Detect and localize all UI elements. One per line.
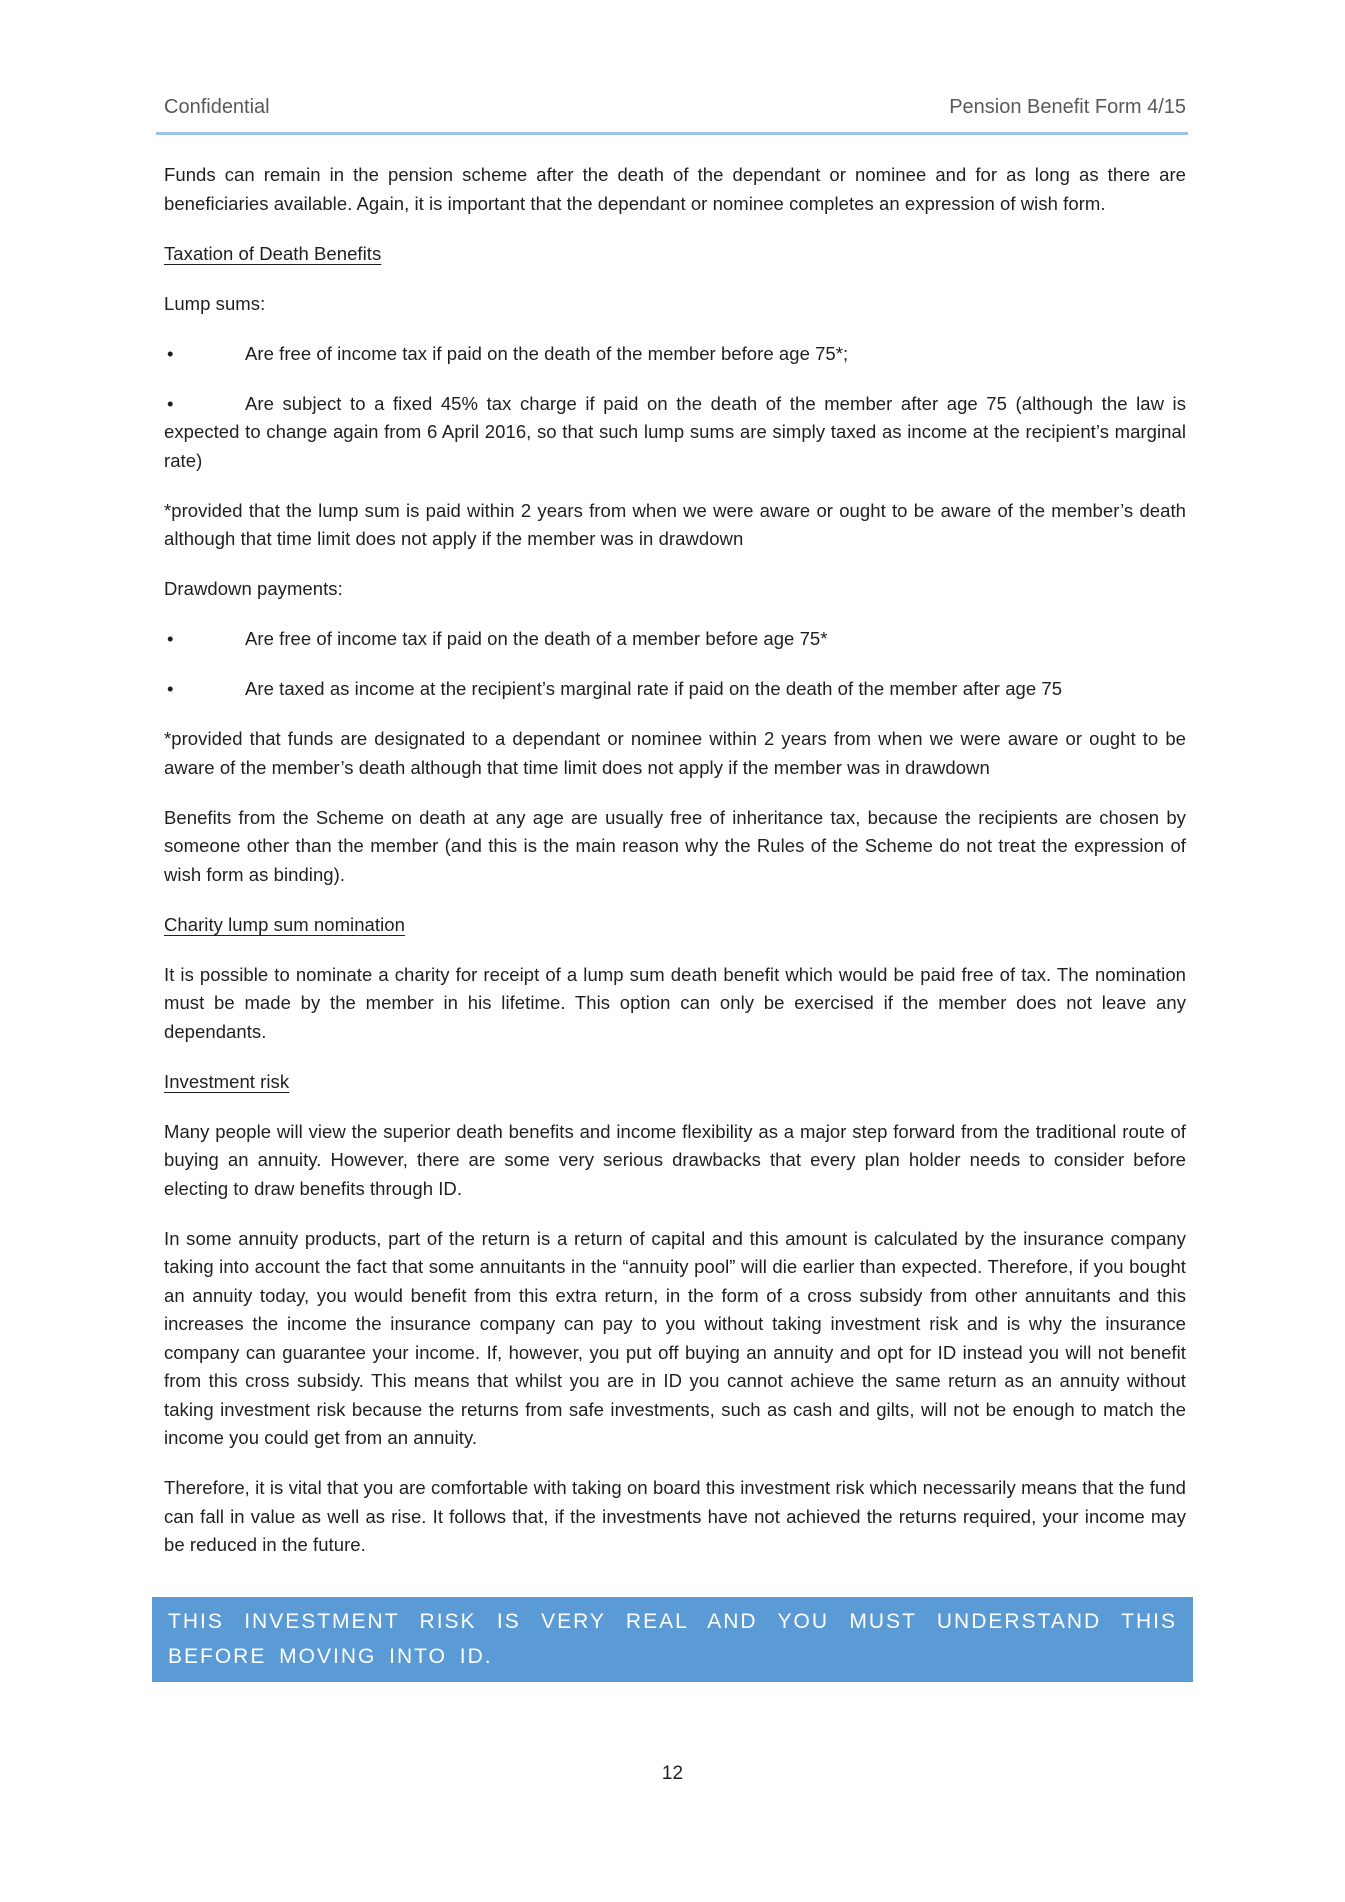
paragraph-risk-1: Many people will view the superior death benefits and income flexibility as a major step forward from the traditional route of buying an annuity. However, there are some very serious drawbacks that every plan holder needs to consider before electing to draw benefits through ID.: [164, 1120, 1186, 1199]
bullet-text: Are free of income tax if paid on the death of a member before age 75*: [245, 628, 828, 649]
paragraph-risk-2: In some annuity products, part of the return is a return of capital and this amount is calculated by the insurance company taking into account the fact that some annuitants in the “annuity pool” will die earlier than expected. Therefore, if you bought an annuity today, you would benefit from this extra return, in the form of a cross subsidy from other annuitants and this increases the income the insurance company can pay to you without taking investment risk and is why the insurance company can guarantee your income. If, however, you put off buying an annuity and opt for ID instead you will not benefit from this cross subsidy. This means that whilst you are in ID you cannot achieve the same return as an annuity without taking investment risk because the returns from safe investments, such as cash and gilts, will not be enough to match the income you could get from an annuity.: [164, 1227, 1186, 1448]
heading-investment-risk: Investment risk: [164, 1070, 290, 1092]
document-body: [164, 161, 1186, 1581]
paragraph-proviso-lump: *provided that the lump sum is paid within 2 years from when we were aware or ought to be aware of the member’s death although that time limit does not apply if the member was in drawdown: [164, 499, 1186, 549]
bullet-text: Are subject to a fixed 45% tax charge if paid on the death of the member after age 75 (although the law is expected to change again from 6 April 2016, so that such lump sums are simply taxed as income at the recipient’s marginal rate): [164, 392, 1186, 471]
paragraph-risk-3: Therefore, it is vital that you are comfortable with taking on board this investment risk which necessarily means that the fund can fall in value as well as rise. It follows that, if the investments have not achieved the returns required, your income may be reduced in the future.: [164, 1477, 1186, 1555]
bullet-item-drawdown-1: [164, 625, 1186, 654]
bullet-icon: •: [167, 342, 174, 364]
bullet-text: Are taxed as income at the recipient’s marginal rate if paid on the death of the member after age 75: [245, 678, 1063, 699]
header-classification: Confidential: [164, 96, 270, 118]
page-header: [164, 96, 1186, 119]
paragraph-drawdown-label: Drawdown payments:: [164, 578, 343, 599]
page-number: 12: [661, 1763, 684, 1784]
paragraph-charity: It is possible to nominate a charity for receipt of a lump sum death benefit which would be paid free of tax. The nomination must be made by the member in his lifetime. This option can only be exercised if the member does not leave any dependants.: [164, 963, 1186, 1042]
bullet-text: Are free of income tax if paid on the death of the member before age 75*;: [245, 342, 849, 364]
bullet-icon: •: [167, 628, 174, 649]
header-document-title: Pension Benefit Form 4/15: [949, 96, 1186, 118]
page-footer: [0, 1763, 1345, 1785]
bullet-item-lump-2: [164, 390, 1186, 476]
bullet-item-drawdown-2: [164, 675, 1186, 704]
investment-risk-callout: [152, 1597, 1193, 1682]
paragraph-intro: Funds can remain in the pension scheme after the death of the dependant or nominee and for as long as there are beneficiaries available. Again, it is important that the dependant or nominee completes an expression of wish form.: [164, 164, 1186, 214]
paragraph-proviso-drawdown: *provided that funds are designated to a dependant or nominee within 2 years from when we were aware or ought to be aware of the member’s death although that time limit does not apply if the member was in drawdown: [164, 728, 1186, 778]
bullet-icon: •: [167, 678, 174, 699]
header-rule: [156, 132, 1188, 135]
paragraph-lump-sums-label: Lump sums:: [164, 292, 266, 314]
heading-taxation-of-death-benefits: Taxation of Death Benefits: [164, 242, 382, 264]
heading-charity-lump-sum-nomination: Charity lump sum nomination: [164, 913, 405, 935]
callout-text: THIS INVESTMENT RISK IS VERY REAL AND YOU MUST UNDERSTAND THIS BEFORE MOVING INTO ID.: [168, 1610, 1177, 1668]
paragraph-inheritance-tax: Benefits from the Scheme on death at any age are usually free of inheritance tax, because the recipients are chosen by someone other than the member (and this is the main reason why the Rules of the Scheme do not treat the expression of wish form as binding).: [164, 806, 1186, 885]
bullet-item-lump-1: [164, 340, 1186, 369]
bullet-icon: •: [167, 392, 174, 414]
